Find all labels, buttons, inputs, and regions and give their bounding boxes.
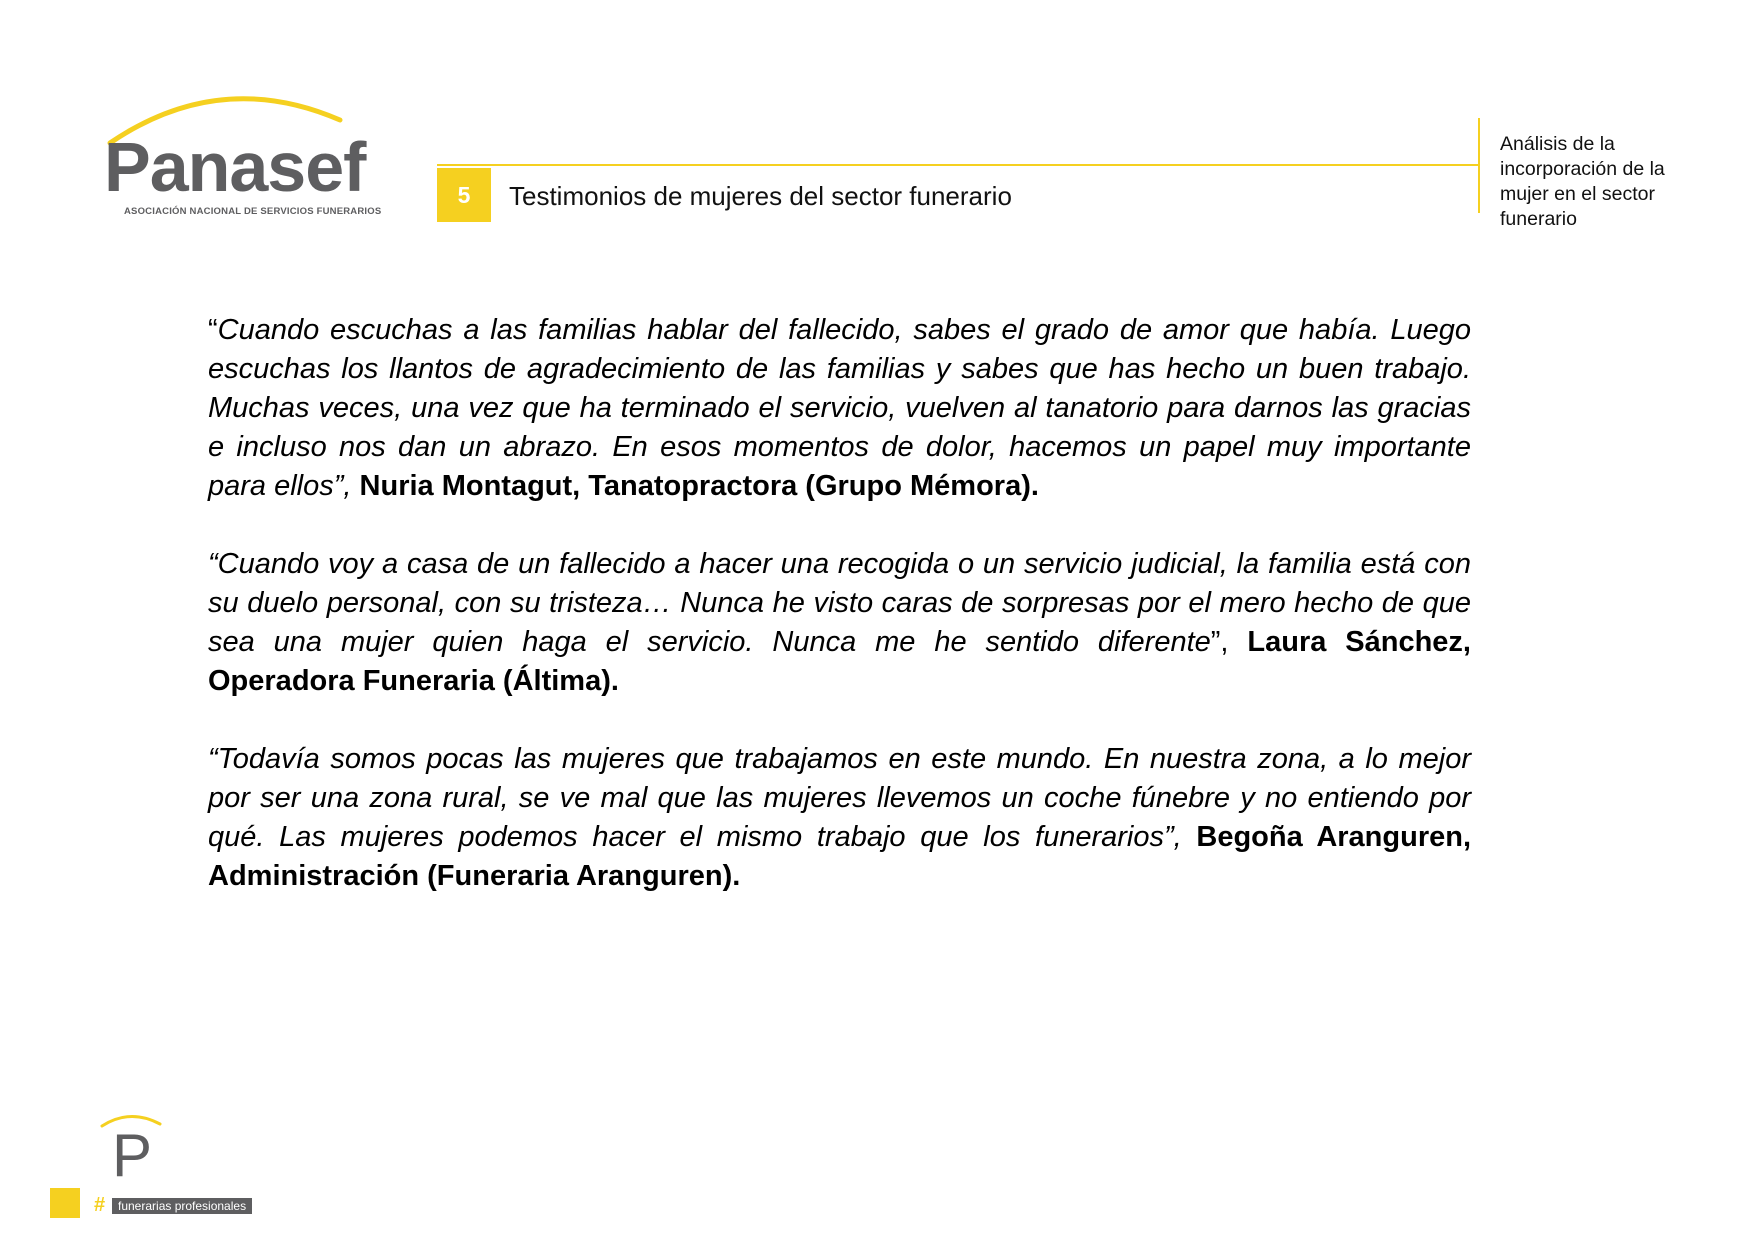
logo-subtitle: ASOCIACIÓN NACIONAL DE SERVICIOS FUNERARIOS [124, 206, 382, 217]
footer-logo [50, 1110, 260, 1220]
document-title: Análisis de la incorporación de la mujer en el sector funerario [1500, 133, 1665, 230]
chapter-number-badge: 5 [437, 168, 491, 222]
footer-tagline: funerarias profesionales [112, 1198, 252, 1214]
header-rule [437, 164, 1479, 166]
footer-p-logo-icon [90, 1110, 210, 1190]
quote-text: “Todavía somos pocas las mujeres que trabajamos en este mundo. En nuestra zona, a lo mejor por ser una zona rural, se ve mal que las mujeres llevemos un coche fúnebre y no entiendo por qué. Las mujeres podemos hacer el mismo trabajo que los funerarios”, [208, 743, 1471, 853]
quote-text: “Cuando voy a casa de un fallecido a hacer una recogida o un servicio judicial, la familia está con su duelo personal, con su tristeza… Nunca he visto caras de sorpresas por el mero hecho de que sea una mujer quien haga el servicio. Nunca me he sentido diferente [208, 548, 1471, 658]
quote-text: Cuando escuchas a las familias hablar del fallecido, sabes el grado de amor que había. Luego escuchas los llantos de agradecimiento de las familias y sabes que has hecho un buen trabajo. Muchas veces, una vez que ha terminado el servicio, vuelven al tanatorio para darnos las gracias e incluso nos dan un abrazo. En esos momentos de dolor, hacemos un papel muy importante para ellos”, [208, 314, 1471, 502]
quote-lead: “ [208, 314, 218, 346]
testimonial-3 [208, 740, 1471, 896]
panasef-logo [100, 88, 390, 228]
footer-hash: # [94, 1194, 106, 1216]
quote-author: Begoña Aranguren, Administración (Funeraria Aranguren). [208, 821, 1472, 892]
testimonial-1 [208, 311, 1471, 506]
footer-logo-letter: P [112, 1122, 153, 1189]
footer-accent-square [50, 1188, 80, 1218]
testimonial-2 [208, 545, 1471, 701]
quote-author: Nuria Montagut, Tanatopractora (Grupo Mémora). [359, 470, 1039, 502]
quote-tail: ”, [1210, 626, 1248, 658]
testimonials [208, 311, 1471, 935]
header-divider [1478, 118, 1480, 213]
quote-author: Laura Sánchez, Operadora Funeraria (Áltima). [208, 626, 1471, 697]
section-title: Testimonios de mujeres del sector funerario [509, 181, 1012, 211]
logo-wordmark: Panasef [104, 128, 366, 206]
